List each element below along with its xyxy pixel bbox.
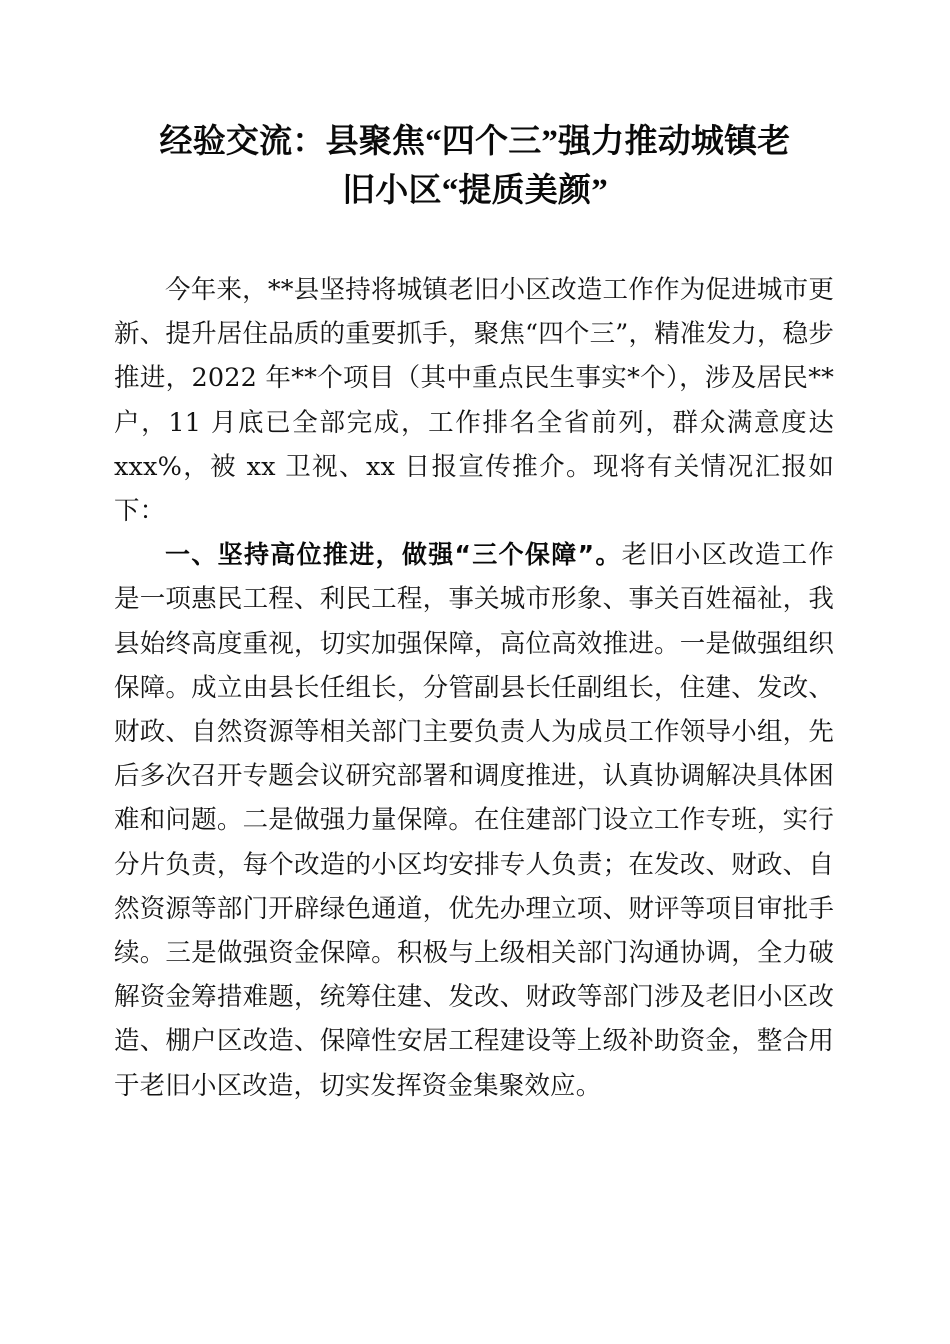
section-one-text: 老旧小区改造工作是一项惠民工程、利民工程，事关城市形象、事关百姓福祉，我县始终高度重视，切实加强保障，高位高效推进。一是做强组织保障。成立由县长任组长，分管副县长任副组长，住建、发改、财政、自然资源等相关部门主要负责人为成员工作领导小组，先后多次召开专题会议研究部署和调度推进，认真协调解决具体困难和问题。二是做强力量保障。在住建部门设立工作专班，实行分片负责，每个改造的小区均安排专人负责；在发改、财政、自然资源等部门开辟绿色通道，优先办理立项、财评等项目审批手续。三是做强资金保障。积极与上级相关部门沟通协调，全力破解资金筹措难题，统筹住建、发改、财政等部门涉及老旧小区改造、棚户区改造、保障性安居工程建设等上级补助资金，整合用于老旧小区改造，切实发挥资金集聚效应。 — [114, 540, 835, 1101]
paragraph-section-one — [114, 533, 834, 1108]
document-body — [114, 268, 834, 1108]
paragraph-intro-text: 今年来，**县坚持将城镇老旧小区改造工作作为促进城市更新、提升居住品质的重要抓手，聚焦“四个三”，精准发力，稳步推进，2022 年**个项目（其中重点民生事实*个），涉及居民**户，11 月底已全部完成，工作排名全省前列，群众满意度达 xxx%，被 xx 卫视、xx 日报宣传推介。现将有关情况汇报如下： — [114, 275, 834, 527]
section-one-heading: 一、坚持高位推进，做强“三个保障”。 — [165, 540, 622, 570]
document-title-line-2: 旧小区“提质美颜” — [342, 173, 608, 209]
paragraph-intro — [114, 268, 834, 533]
document-title — [112, 118, 838, 216]
document-title-line-1: 经验交流：县聚焦“四个三”强力推动城镇老 — [159, 124, 791, 160]
